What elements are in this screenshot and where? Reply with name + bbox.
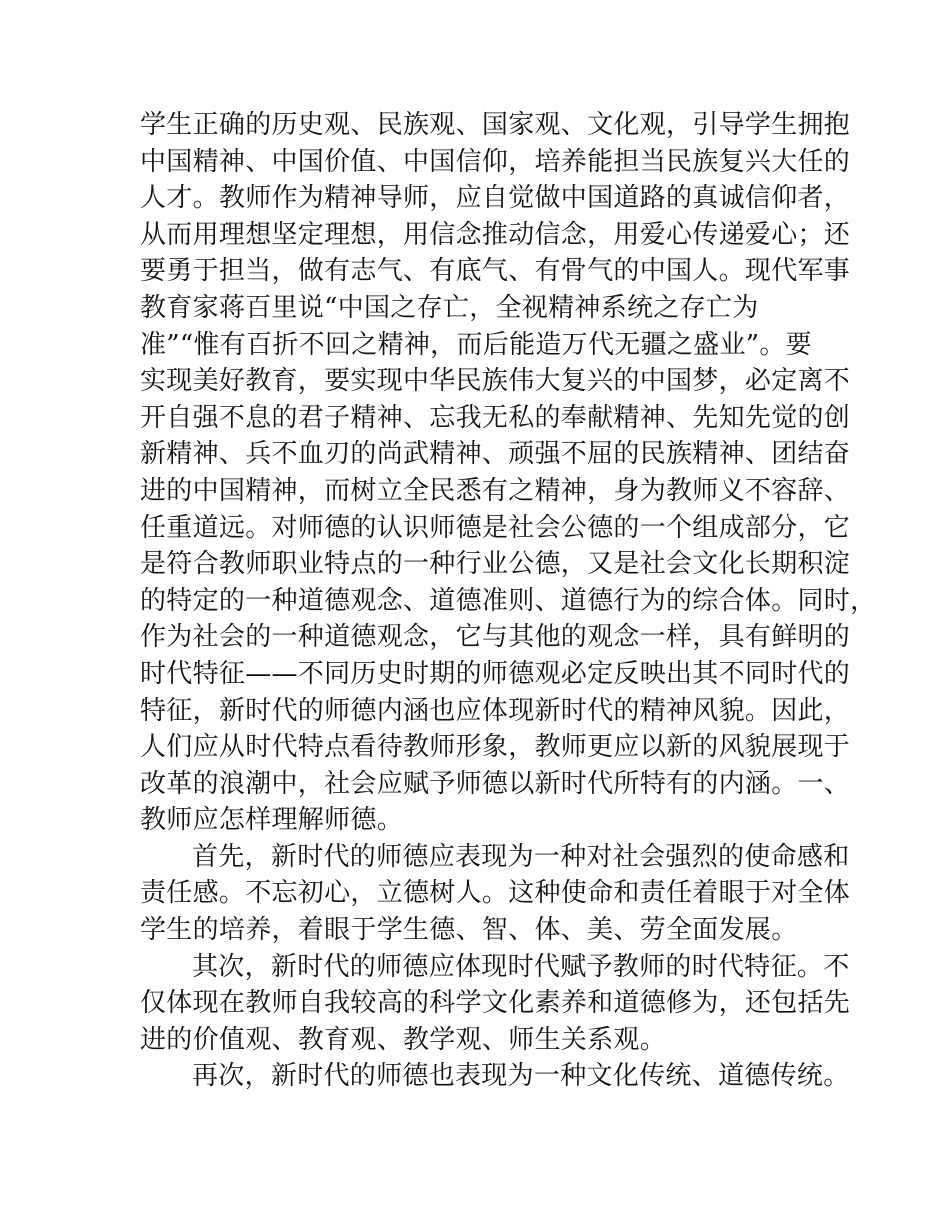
text-line: 教育家蒋百里说“中国之存亡，全视精神系统之存亡为 bbox=[140, 292, 759, 323]
text-line: 中国精神、中国价值、中国信仰，培养能担当民族复兴大任的 bbox=[140, 146, 851, 177]
text-line: 首先，新时代的师德应表现为一种对社会强烈的使命感和 bbox=[192, 841, 850, 872]
text-line: 的特定的一种道德观念、道德准则、道德行为的综合体。同时， bbox=[140, 585, 877, 616]
text-line: 开自强不息的君子精神、忘我无私的奉献精神、先知先觉的创 bbox=[140, 402, 851, 433]
text-line: 准”“惟有百折不回之精神，而后能造万代无疆之盛业”。要 bbox=[140, 329, 812, 360]
text-line: 特征，新时代的师德内涵也应体现新时代的精神风貌。因此， bbox=[140, 695, 851, 726]
text-line: 学生正确的历史观、民族观、国家观、文化观，引导学生拥抱 bbox=[140, 110, 851, 140]
text-line: 人们应从时代特点看待教师形象，教师更应以新的风貌展现于 bbox=[140, 732, 851, 763]
document-body bbox=[140, 107, 877, 1095]
text-line: 学生的培养，着眼于学生德、智、体、美、劳全面发展。 bbox=[140, 915, 798, 946]
text-line: 进的中国精神，而树立全民悉有之精神，身为教师义不容辞、 bbox=[140, 475, 851, 506]
text-line: 任重道远。对师德的认识师德是社会公德的一个组成部分，它 bbox=[140, 512, 851, 543]
text-line: 改革的浪潮中，社会应赋予师德以新时代所特有的内涵。一、 bbox=[140, 768, 851, 799]
text-line: 人才。教师作为精神导师，应自觉做中国道路的真诚信仰者， bbox=[140, 183, 851, 214]
text-line: 实现美好教育，要实现中华民族伟大复兴的中国梦，必定离不 bbox=[140, 366, 851, 397]
text-line: 新精神、兵不血刃的尚武精神、顽强不屈的民族精神、团结奋 bbox=[140, 439, 851, 470]
text-line: 要勇于担当，做有志气、有底气、有骨气的中国人。现代军事 bbox=[140, 256, 851, 287]
text-line: 时代特征——不同历史时期的师德观必定反映出其不同时代的 bbox=[140, 658, 851, 689]
text-line: 教师应怎样理解师德。 bbox=[140, 805, 404, 836]
text-line: 从而用理想坚定理想，用信念推动信念，用爱心传递爱心；还 bbox=[140, 219, 851, 250]
text-line: 责任感。不忘初心，立德树人。这种使命和责任着眼于对全体 bbox=[140, 878, 851, 909]
text-line: 再次，新时代的师德也表现为一种文化传统、道德传统。 bbox=[192, 1061, 850, 1092]
text-line: 其次，新时代的师德应体现时代赋予教师的时代特征。不 bbox=[192, 951, 850, 982]
text-line: 作为社会的一种道德观念，它与其他的观念一样，具有鲜明的 bbox=[140, 622, 851, 653]
text-line: 是符合教师职业特点的一种行业公德，又是社会文化长期积淀 bbox=[140, 549, 851, 580]
text-line: 仅体现在教师自我较高的科学文化素养和道德修为，还包括先 bbox=[140, 988, 851, 1019]
text-line: 进的价值观、教育观、教学观、师生关系观。 bbox=[140, 1024, 667, 1055]
